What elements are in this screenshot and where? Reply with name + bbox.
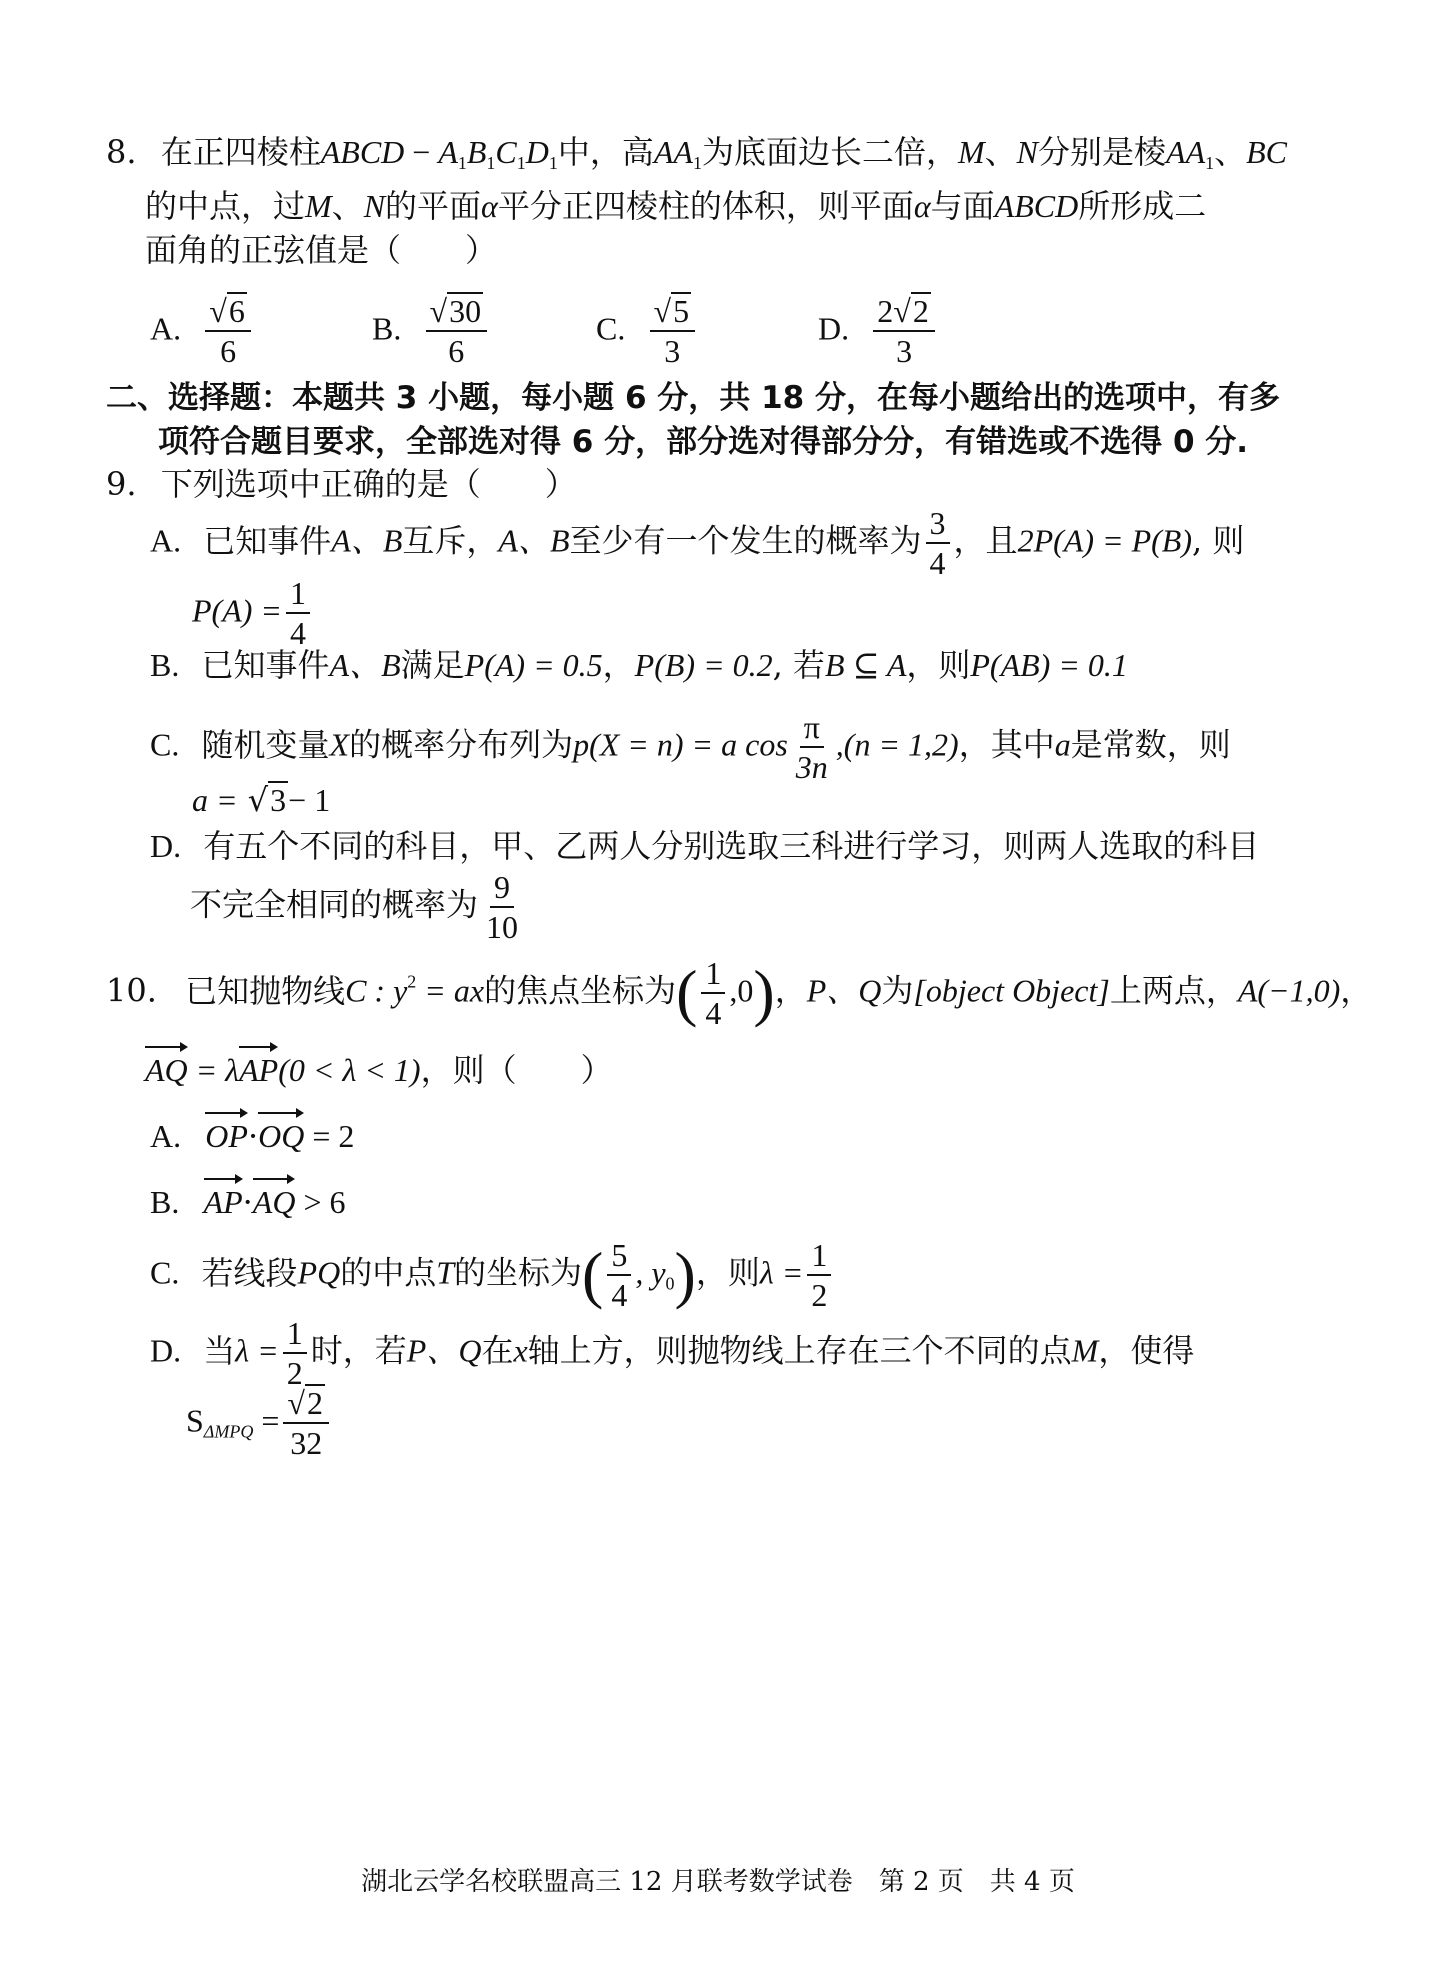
q9-number: 9. bbox=[106, 465, 137, 503]
q9-stem: 9. 下列选项中正确的是（ ） bbox=[106, 465, 577, 503]
q8-number: 8. bbox=[106, 133, 137, 171]
q9-option-c-answer: a = √3− 1 bbox=[192, 781, 331, 819]
q10-stem-line1: 10. 已知抛物线C : $y^2$ = ax的焦点坐标为( $\frac{1}{4}$ ,0)，P、Q为[object Object]上两点，A(−1,0)， bbox=[106, 955, 1373, 1031]
q9-option-a[interactable]: A. 已知事件A、B互斥，A、B至少有一个发生的概率为 $\frac{3}{4}$ ，且2P(A) = P(B), 则 bbox=[150, 505, 1245, 581]
q8-option-c-fraction: $\frac{√5}{3}$ bbox=[650, 292, 696, 370]
q8-option-b[interactable]: B. $\frac{√30}{6}$ bbox=[372, 292, 491, 370]
q9-option-a-answer: P(A) = $\frac{1}{4}$ bbox=[192, 574, 314, 652]
q8-option-a[interactable]: A. $\frac{√6}{6}$ bbox=[150, 292, 255, 370]
q10-option-b[interactable]: B. AP·AQ > 6 bbox=[150, 1176, 345, 1222]
q9-option-c[interactable]: C. 随机变量X的概率分布列为p(X = n) = a cos $\frac{\pi}{3n}$ ,(n = 1,2)，其中a是常数，则 bbox=[150, 709, 1231, 785]
q8-option-d-fraction: $\frac{2√2}{3}$ bbox=[873, 292, 935, 370]
section-header-line2: 项符合题目要求，全部选对得 6 分，部分选对得部分分，有错选或不选得 0 分. bbox=[158, 424, 1249, 460]
q8-option-d[interactable]: D. $\frac{2√2}{3}$ bbox=[818, 292, 939, 370]
q10-option-d-line2: $S_{\Delta MPQ}$ = $\frac{√2}{32}$ bbox=[186, 1384, 333, 1462]
q9-option-d[interactable]: D. 有五个不同的科目，甲、乙两人分别选取三科进行学习，则两人选取的科目 bbox=[150, 827, 1260, 865]
q10-option-c[interactable]: C. 若线段PQ的中点T的坐标为( $\frac{5}{4}$ , $y_0$)，则λ = $\frac{1}{2}$ bbox=[150, 1236, 835, 1314]
q10-stem-line2: AQ = λAP(0 < λ < 1)，则（ ） bbox=[145, 1044, 613, 1090]
q9-option-b[interactable]: B. 已知事件A、B满足P(A) = 0.5，P(B) = 0.2, 若B ⊆ A，则P(AB) = 0.1 bbox=[150, 646, 1128, 684]
q10-option-a[interactable]: A. OP·OQ = 2 bbox=[150, 1110, 354, 1156]
section-header-line1: 二、选择题：本题共 3 小题，每小题 6 分，共 18 分，在每小题给出的选项中，有多 bbox=[106, 380, 1281, 416]
q8-line3: 面角的正弦值是（ ） bbox=[145, 231, 498, 269]
q10-number: 10. bbox=[106, 971, 157, 1010]
page-footer: 湖北云学名校联盟高三 12 月联考数学试卷 第 2 页 共 4 页 bbox=[361, 1867, 1075, 1897]
q10-option-d[interactable]: D. 当λ = $\frac{1}{2}$ 时，若P、Q在x轴上方，则抛物线上存在三个不同的点M，使得 bbox=[150, 1315, 1195, 1391]
q9-option-d-line2: 不完全相同的概率为 $\frac{9}{10}$ bbox=[190, 869, 519, 945]
q8-option-c[interactable]: C. $\frac{√5}{3}$ bbox=[596, 292, 699, 370]
q8-option-b-fraction: $\frac{√30}{6}$ bbox=[426, 292, 488, 370]
q8-option-a-fraction: $\frac{√6}{6}$ bbox=[205, 292, 251, 370]
q8-line2: 的中点，过M、N的平面α平分正四棱柱的体积，则平面α与面ABCD所形成二 bbox=[145, 187, 1207, 225]
q8-line1: 8. 在正四棱柱ABCD − $A_1B_1C_1D_1$中，高$AA_1$为底面边长二倍，M、N分别是棱$AA_1$、BC bbox=[106, 133, 1288, 173]
